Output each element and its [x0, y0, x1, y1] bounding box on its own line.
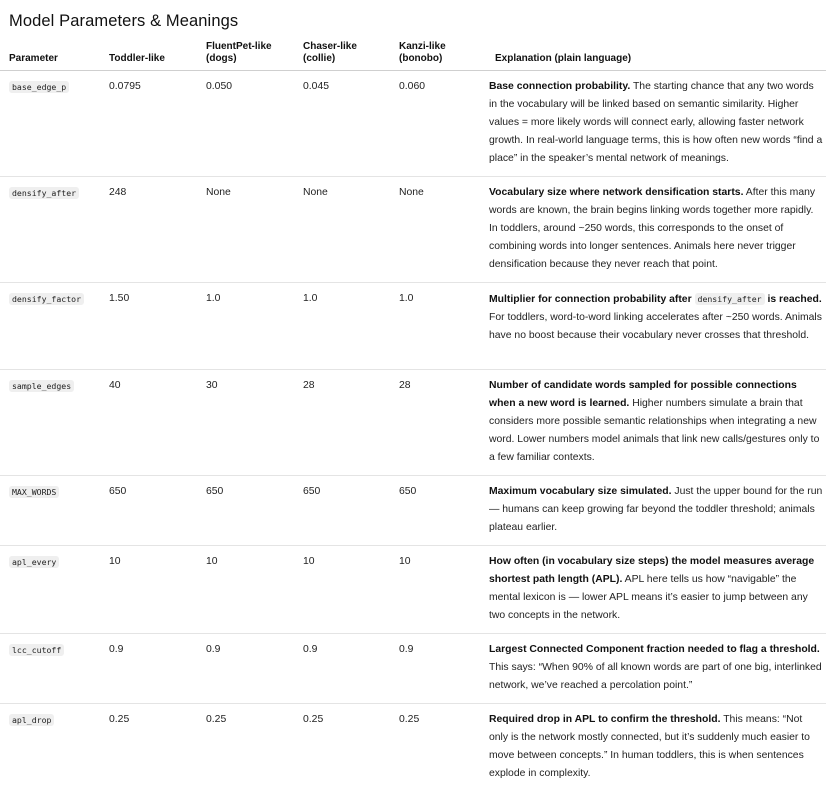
table-row [0, 476, 826, 546]
param-cell [0, 704, 100, 792]
param-code: apl_drop [9, 714, 54, 726]
table-row [0, 370, 826, 476]
fluentpet-value: 0.25 [206, 714, 227, 725]
header-chaser: Chaser-like (collie) [294, 38, 390, 71]
explanation-cell [486, 71, 826, 177]
chaser-value: 650 [294, 476, 390, 546]
header-kanzi: Kanzi-like (bonobo) [390, 38, 486, 71]
explanation-lead: Base connection probability. [489, 81, 631, 92]
explanation-cell [486, 704, 826, 792]
parameters-table [0, 38, 826, 791]
table-row [0, 177, 826, 283]
param-cell [0, 177, 100, 283]
chaser-value: 0.045 [294, 71, 390, 177]
explanation-lead: Largest Connected Component fraction needed to flag a threshold. [489, 644, 820, 655]
toddler-value: 248 [100, 177, 197, 283]
explanation-lead: Required drop in APL to confirm the threshold. [489, 714, 721, 725]
kanzi-value: 0.25 [399, 714, 420, 725]
explanation-text: This means: “Not only is the network mostly connected, but it’s suddenly much easier to move between concepts.” In human toddlers, this is when sentences explode in complexity. [489, 714, 810, 779]
toddler-value: 0.0795 [100, 71, 197, 177]
header-explanation: Explanation (plain language) [486, 38, 826, 71]
table-row [0, 546, 826, 634]
kanzi-value: 10 [390, 546, 486, 634]
kanzi-value: 0.060 [390, 71, 486, 177]
explanation-text: Just the upper bound for the run — humans can keep growing far beyond the toddler threshold; animals plateau earlier. [489, 486, 823, 533]
explanation-cell [486, 177, 826, 283]
fluentpet-value: 30 [197, 370, 294, 476]
fluentpet-value: 0.050 [197, 71, 294, 177]
fluentpet-value: None [197, 177, 294, 283]
param-code: sample_edges [9, 380, 74, 392]
kanzi-value: None [390, 177, 486, 283]
param-cell [0, 71, 100, 177]
toddler-value: 40 [100, 370, 197, 476]
chaser-value: 28 [294, 370, 390, 476]
param-code: base_edge_p [9, 81, 69, 93]
kanzi-value: 1.0 [390, 283, 486, 370]
explanation-lead: Vocabulary size where network densification starts. [489, 187, 744, 198]
chaser-value: None [294, 177, 390, 283]
param-cell [0, 283, 100, 370]
chaser-value: 10 [294, 546, 390, 634]
toddler-value: 1.50 [100, 283, 197, 370]
explanation-cell [486, 283, 826, 370]
page-title: Model Parameters & Meanings [9, 12, 239, 30]
inline-code: densify_after [695, 293, 765, 305]
explanation-lead: How often (in vocabulary size steps) the model measures average shortest path length (APL). [489, 556, 815, 585]
explanation-text: The starting chance that any two words in the vocabulary will be linked based on semantic similarity. Higher values = more likely words will connect early, allowing faster network growth. In real-world language terms, this is how often new words “find a place” in the speaker’s mental network of meanings. [489, 81, 823, 164]
kanzi-value: 28 [390, 370, 486, 476]
explanation-cell [486, 546, 826, 634]
explanation-cell [486, 476, 826, 546]
explanation-text: After this many words are known, the brain begins linking words together more rapidly. In toddlers, around ~250 words, this corresponds to the onset of combining words into longer sentences. Animals here never trigger densification because they never reach that point. [489, 187, 816, 270]
chaser-value: 0.25 [303, 714, 324, 725]
explanation-lead: Multiplier for connection probability after densify_after is reached. [489, 294, 822, 305]
fluentpet-value: 650 [197, 476, 294, 546]
toddler-value: 0.25 [109, 714, 130, 725]
explanation-text: APL here tells us how “navigable” the mental lexicon is — lower APL means it’s easier to jump between any two concepts in the network. [489, 574, 808, 621]
param-code: MAX_WORDS [9, 486, 59, 498]
header-fluentpet: FluentPet-like (dogs) [197, 38, 294, 71]
toddler-value: 650 [100, 476, 197, 546]
param-code: lcc_cutoff [9, 644, 64, 656]
param-code: densify_factor [9, 293, 84, 305]
header-toddler: Toddler-like [100, 38, 197, 71]
param-code: densify_after [9, 187, 79, 199]
explanation-text: Higher numbers simulate a brain that considers more possible semantic relationships when integrating a new word. Lower numbers model animals that link new calls/gestures only to a few familiar contexts. [489, 398, 820, 463]
chaser-value: 0.9 [294, 634, 390, 704]
param-cell [0, 476, 100, 546]
table-row [0, 283, 826, 370]
table-row [0, 704, 826, 792]
chaser-value: 1.0 [294, 283, 390, 370]
param-code: apl_every [9, 556, 59, 568]
table-row [0, 634, 826, 704]
table-header-row [0, 38, 826, 71]
param-cell [0, 546, 100, 634]
explanation-text: For toddlers, word-to-word linking accelerates after ~250 words. Animals have no boost because their vocabulary never crosses that threshold. [489, 312, 822, 341]
explanation-lead: Number of candidate words sampled for possible connections when a new word is learned. [489, 380, 797, 409]
kanzi-value: 650 [390, 476, 486, 546]
explanation-cell [486, 370, 826, 476]
param-cell [0, 370, 100, 476]
explanation-text: This says: “When 90% of all known words are part of one big, interlinked network, we’ve reached a percolation point.” [489, 662, 822, 691]
explanation-cell [486, 634, 826, 704]
fluentpet-value: 1.0 [197, 283, 294, 370]
fluentpet-value: 10 [197, 546, 294, 634]
kanzi-value: 0.9 [390, 634, 486, 704]
param-cell [0, 634, 100, 704]
header-parameter: Parameter [0, 38, 100, 71]
explanation-lead: Maximum vocabulary size simulated. [489, 486, 672, 497]
fluentpet-value: 0.9 [197, 634, 294, 704]
toddler-value: 10 [100, 546, 197, 634]
toddler-value: 0.9 [100, 634, 197, 704]
table-row [0, 71, 826, 177]
